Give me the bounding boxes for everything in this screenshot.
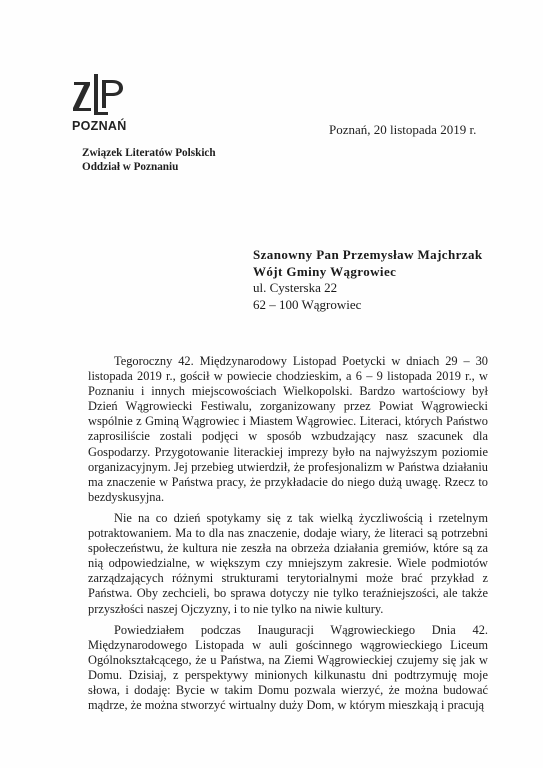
zlp-logo xyxy=(70,72,130,118)
sender-line-1: Związek Literatów Polskich xyxy=(82,147,216,159)
body-paragraph-1: Tegoroczny 42. Międzynarodowy Listopad Poetycki w dniach 29 – 30 listopada 2019 r., gościł w powiecie chodzieskim, a 6 – 9 listopada 2019 r., w Poznaniu i innych miejscowościach Wielkopolski. Bardzo wartościowy był Dzień Wągrowiecki Festiwalu, zorganizowany przez Powiat Wągrowiecki wspólnie z Gminą Wągrowiec i Miastem Wągrowiec. Literaci, których Państwo zaprosiliście zostali podjęci w sposób wzbudzający nasz szacunek dla Gospodarzy. Przygotowanie literackiej imprezy było na najwyższym poziomie organizacyjnym. Jej przebieg utwierdził, że profesjonalizm w Państwa działaniu ma znaczenie w Państwa pracy, że przykładacie do niego dużą uwagę. Rzecz to bezdyskusyjna. xyxy=(88,354,488,504)
sender-block xyxy=(82,146,216,174)
logo-city-label: POZNAŃ xyxy=(72,119,127,133)
sender-line-2: Oddział w Poznaniu xyxy=(82,161,179,173)
body-paragraph-2: Nie na co dzień spotykamy się z tak wielką życzliwością i rzetelnym potraktowaniem. Ma to dla nas znaczenie, dodaje wiary, że literaci są potrzebni społeczeństwu, że kultura nie zeszła na obrzeża działania gremiów, które są za nią odpowiedzialne, w większym czy mniejszym zakresie. Wiele podmiotów zarządzających różnymi strukturami terytorialnymi może brać przykład z Państwa. Oby zechcieli, bo sprawa dotyczy nie tylko teraźniejszości, ale także przyszłości naszej Ojczyzny, i to nie tylko na niwie kultury. xyxy=(88,510,488,616)
recipient-postal: 62 – 100 Wągrowiec xyxy=(253,296,362,312)
recipient-name: Szanowny Pan Przemysław Majchrzak xyxy=(253,247,483,262)
recipient-street: ul. Cysterska 22 xyxy=(253,280,338,295)
zlp-monogram-icon xyxy=(70,72,130,118)
letter-date: Poznań, 20 listopada 2019 r. xyxy=(329,122,477,137)
body-paragraph-3: Powiedziałem podczas Inauguracji Wągrowieckiego Dnia 42. Międzynarodowego Listopada w auli gościnnego wągrowieckiego Liceum Ogólnokształcącego, że u Państwa, na Ziemi Wągrowieckiej czujemy się jak w Domu. Dzisiaj, z perspektywy minionych kilkunastu dni podtrzymuję moje słowa, i dodaję: Bycie w takim Domu pozwala wierzyć, że można budować mądrze, że można stworzyć wirtualny duży Dom, w którym mieszkają i pracują xyxy=(88,622,488,713)
letter-body xyxy=(88,354,488,719)
recipient-block xyxy=(253,247,482,313)
recipient-title: Wójt Gminy Wągrowiec xyxy=(253,263,397,279)
